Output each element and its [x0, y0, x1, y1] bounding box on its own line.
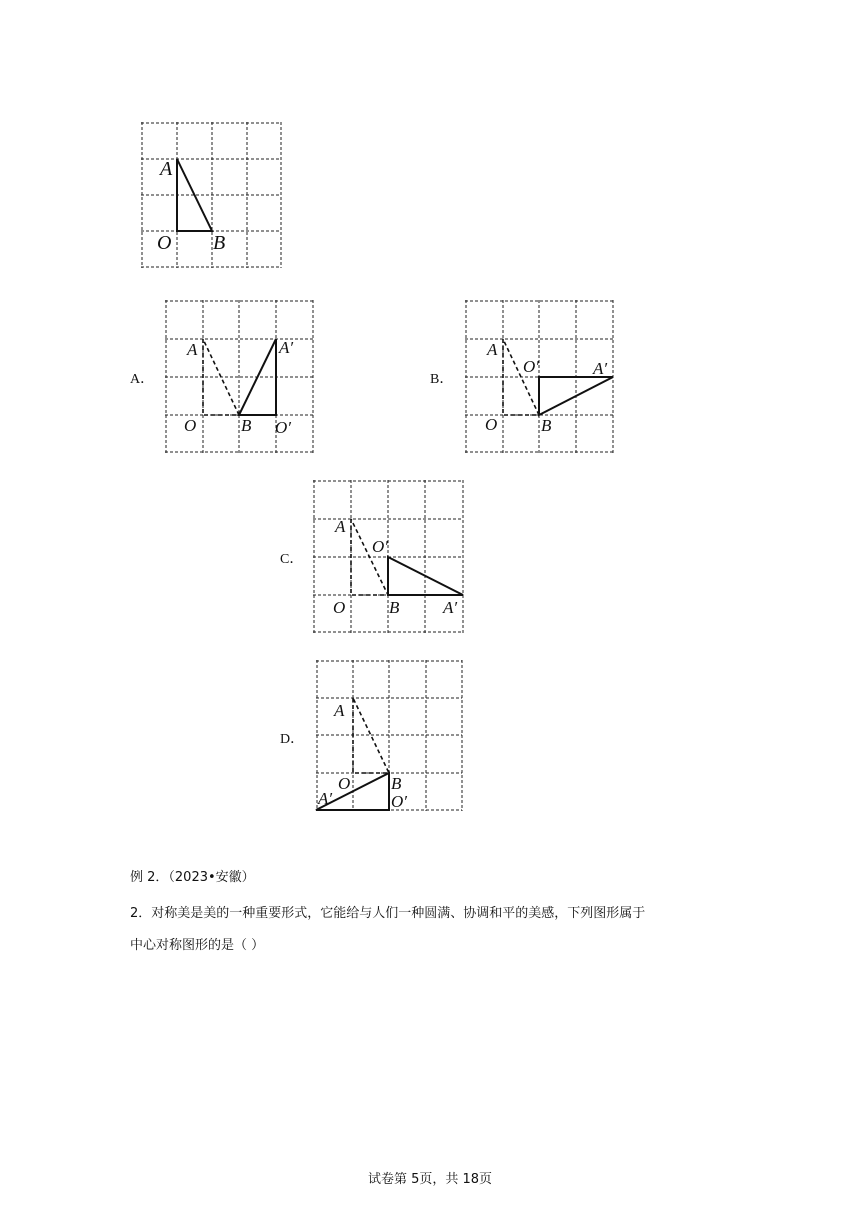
option-d-label[interactable]: D．: [280, 732, 305, 747]
example-heading: 例 2．（2023•安徽）: [130, 870, 255, 885]
label-a: A: [487, 340, 498, 359]
label-o: O: [485, 415, 498, 434]
triangle-aob-dashed: [351, 519, 388, 595]
label-a: A: [160, 158, 173, 180]
label-o: O: [157, 232, 172, 254]
option-b-figure[interactable]: [465, 300, 615, 454]
label-a: A: [335, 517, 346, 536]
label-a-prime: A′: [443, 598, 458, 617]
question-line-1: 2．对称美是美的一种重要形式，它能给与人们一种圆满、协调和平的美感，下列图形属于: [130, 906, 646, 921]
option-d-figure[interactable]: [316, 660, 464, 814]
triangle-aob-dashed: [203, 339, 239, 415]
label-b: B: [241, 416, 252, 435]
label-o-prime: O′: [523, 357, 539, 376]
label-b: B: [389, 598, 400, 617]
label-b: B: [541, 416, 552, 435]
label-o: O: [184, 416, 197, 435]
label-b: B: [391, 774, 402, 793]
label-o: O: [338, 774, 351, 793]
label-a: A: [334, 701, 345, 720]
label-o-prime: O′: [391, 792, 407, 811]
option-a-label[interactable]: A．: [130, 372, 155, 387]
option-c-label[interactable]: C．: [280, 552, 304, 567]
original-figure: [141, 122, 283, 270]
label-b: B: [213, 232, 226, 254]
label-a-prime: A′: [279, 338, 294, 357]
question-line-2: 中心对称图形的是（ ）: [130, 938, 265, 953]
label-a: A: [187, 340, 198, 359]
option-c-figure[interactable]: [313, 480, 465, 634]
label-o: O: [333, 598, 346, 617]
label-a-prime: A′: [318, 789, 333, 808]
label-o-prime: O′: [372, 537, 388, 556]
label-a-prime: A′: [593, 359, 608, 378]
option-b-label[interactable]: B．: [430, 372, 454, 387]
option-a-figure[interactable]: [165, 300, 315, 454]
triangle-aob-dashed: [503, 339, 539, 415]
label-o-prime: O′: [275, 418, 291, 437]
page-footer: 试卷第 5页，共 18页: [367, 1172, 493, 1187]
